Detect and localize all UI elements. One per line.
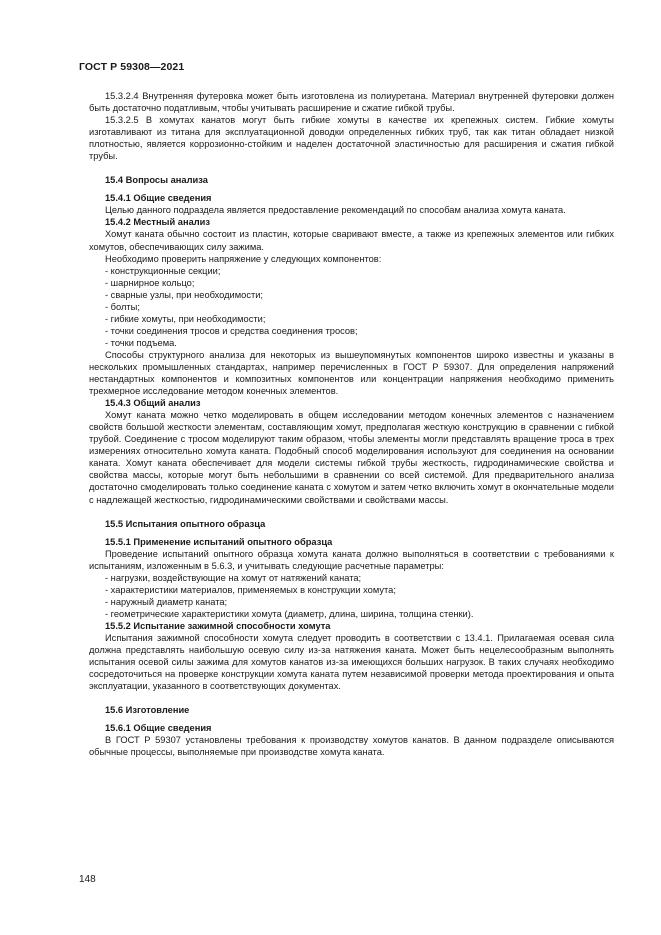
paragraph: Хомут каната обычно состоит из пластин, которые сваривают вместе, а также из крепежных элементов или гибких хомутов, обеспечивающих силу зажима. (89, 229, 614, 252)
list-item: - конструкционные секции; (105, 265, 221, 276)
list-item: - нагрузки, воздействующие на хомут от натяжений каната; (105, 572, 362, 583)
list-item: - сварные узлы, при необходимости; (105, 289, 263, 300)
paragraph: Необходимо проверить напряжение у следующих компонентов: (105, 253, 382, 264)
list-item: - геометрические характеристики хомута (диаметр, длина, ширина, толщина стенки). (105, 608, 474, 619)
subsection-heading-15-4-2: 15.4.2 Местный анализ (105, 217, 210, 228)
paragraph: Проведение испытаний опытного образца хомута каната должно выполняться в соответствии с требованиями к испытаниям, изложенным в 5.6.3, и учитывать следующие расчетные параметры: (89, 548, 614, 571)
page-content (89, 90, 614, 758)
paragraph: Испытания зажимной способности хомута следует проводить в соответствии с 13.4.1. Прилагаемая осевая сила должна представлять наибольшую осевую силу из-за натяжения каната. Может быть нецелесообразным выполнять испытания осевой силы зажима для хомутов канатов из-за имеющихся больших нагрузок. В таких случаях необходимо сосредоточиться на проверке конструкции хомута каната путем независимой проверки метода проектирования и опыта эксплуатации, указанного в соответствующих документах. (89, 632, 614, 692)
list-item: - характеристики материалов, применяемых в конструкции хомута; (105, 584, 396, 595)
paragraph: В ГОСТ Р 59307 установлены требования к производству хомутов канатов. В данном подразделе описываются обычные процессы, выполняемые при производстве хомута каната. (89, 735, 614, 758)
list-item: - точки соединения тросов и средства соединения тросов; (105, 325, 358, 336)
subsection-heading-15-4-1: 15.4.1 Общие сведения (105, 193, 212, 204)
list-item: - болты; (105, 301, 140, 312)
section-heading-15-4: 15.4 Вопросы анализа (105, 175, 208, 186)
paragraph-15-3-2-5: 15.3.2.5 В хомутах канатов могут быть гибкие хомуты в качестве их крепежных систем. Гибкие хомуты изготавливают из титана для эксплуатационной доводки определенных гибких труб, так как титан обладает низкой плотностью, является коррозионно-стойким и наделен достаточной эластичностью для расширения и сжатия гибкой трубы. (89, 115, 614, 162)
page-number: 148 (79, 874, 96, 885)
paragraph-15-3-2-4: 15.3.2.4 Внутренняя футеровка может быть изготовлена из полиуретана. Материал внутренней футеровки должен быть достаточно податливым, чтобы учитывать расширение и сжатие гибкой трубы. (89, 91, 614, 114)
subsection-heading-15-5-1: 15.5.1 Применение испытаний опытного образца (105, 536, 333, 547)
section-heading-15-5: 15.5 Испытания опытного образца (105, 518, 266, 529)
list-item: - наружный диаметр каната; (105, 596, 228, 607)
document-header: ГОСТ Р 59308—2021 (79, 61, 185, 73)
paragraph: Целью данного подраздела является предоставление рекомендаций по способам анализа хомута каната. (105, 205, 566, 216)
section-heading-15-6: 15.6 Изготовление (105, 705, 190, 716)
subsection-heading-15-5-2: 15.5.2 Испытание зажимной способности хомута (105, 620, 331, 631)
paragraph: Способы структурного анализа для некоторых из вышеупомянутых компонентов широко известны и указаны в нескольких промышленных стандартах, например перечисленных в ГОСТ Р 59307. Для определения напряжений нестандартных компонентов и композитных компонентов или концентрации напряжения необходимо применить трехмерное исследование методом конечных элементов. (89, 349, 614, 397)
subsection-heading-15-6-1: 15.6.1 Общие сведения (105, 723, 212, 734)
subsection-heading-15-4-3: 15.4.3 Общий анализ (105, 398, 201, 409)
paragraph: Хомут каната можно четко моделировать в общем исследовании методом конечных элементов с назначением свойств большой жесткости элементам, составляющим хомут, предполагая жесткую конструкцию в сравнении с гибкой трубой. Соединение с тросом моделируют таким образом, чтобы элементы могли представлять вращение троса в трех измерениях относительно хомута каната. Подобный способ моделирования используют для соединения на основании каната. Хомут каната обеспечивает для модели системы гибкой трубы жесткость, гидродинамические свойства и свойства массы, которые могут быть небольшими в сравнении со всей системой. Для предварительного анализа достаточно смоделировать только соединение каната с хомутом и затем четко включить хомут в окончательные модели с надлежащей жесткостью, гидродинамическими свойствами и свойствами массы. (89, 410, 614, 505)
list-item: - точки подъема. (105, 337, 177, 348)
list-item: - гибкие хомуты, при необходимости; (105, 313, 266, 324)
list-item: - шарнирное кольцо; (105, 277, 195, 288)
